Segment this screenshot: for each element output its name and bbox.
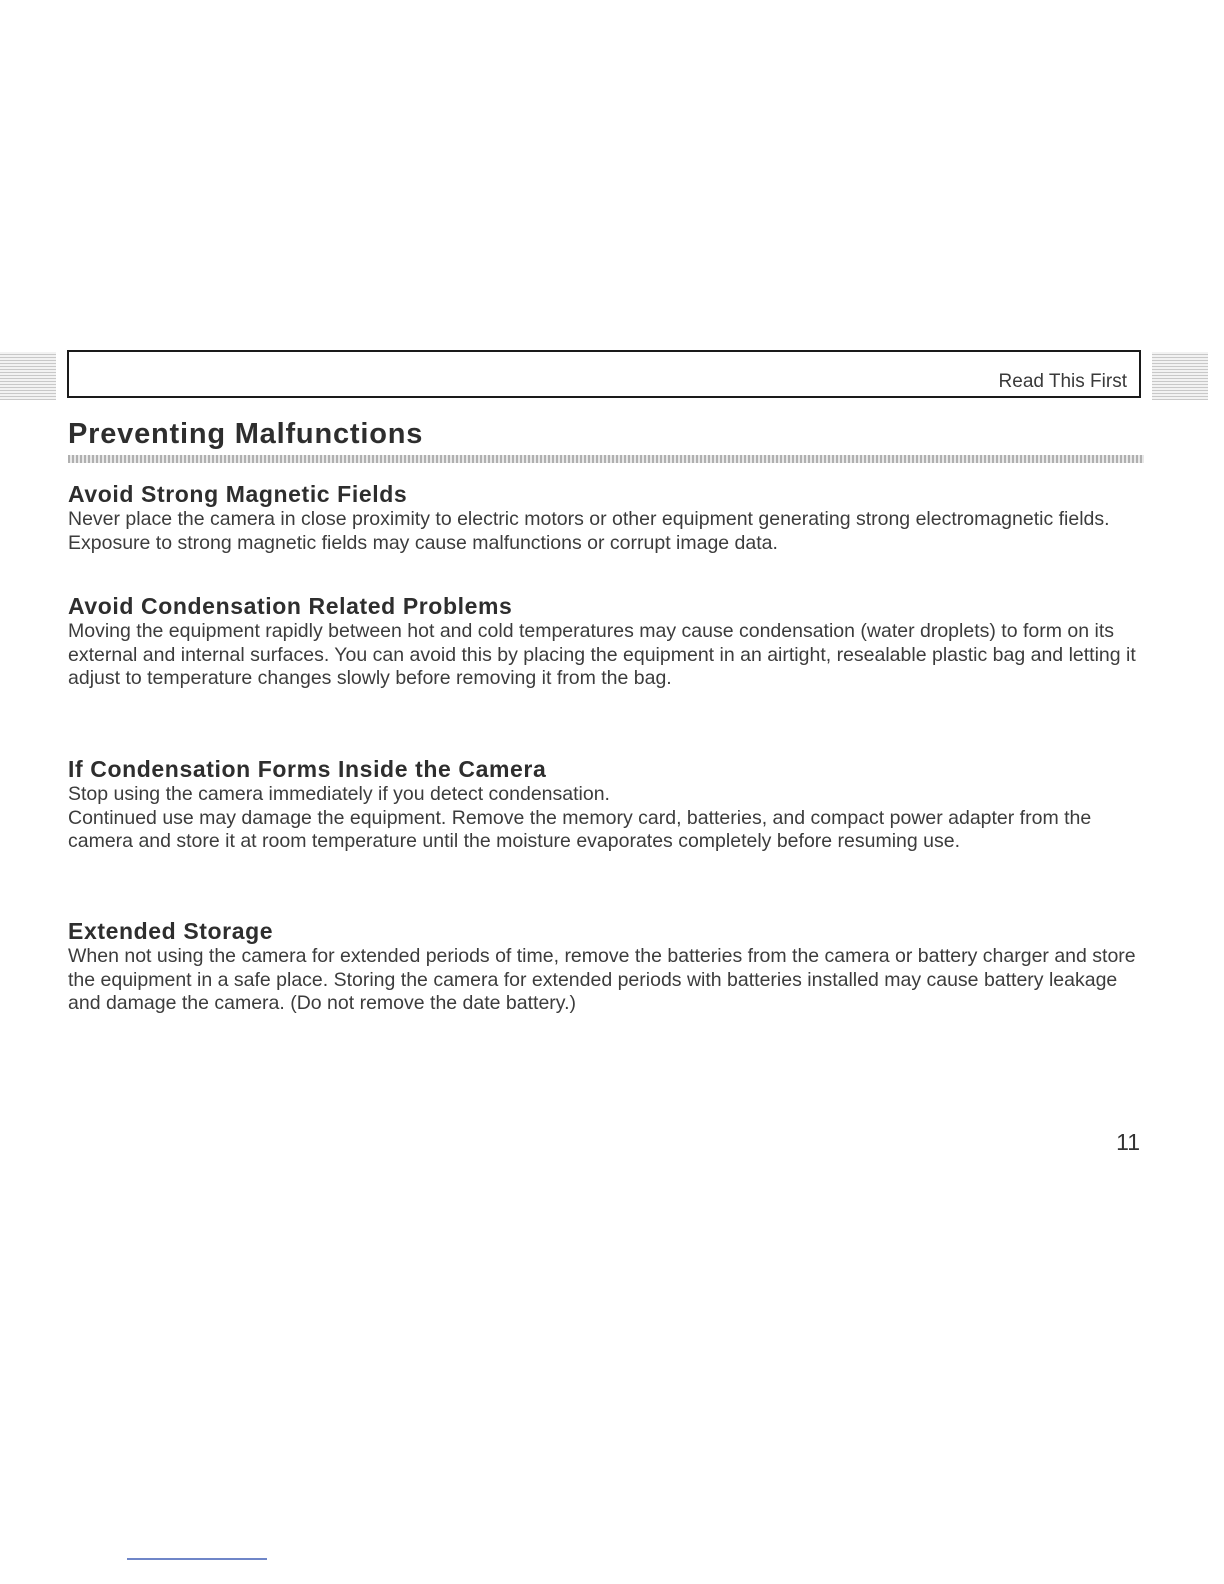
section-paragraph: Never place the camera in close proximity to electric motors or other equipment generating strong electromagnetic fields. Exposure to strong magnetic fields may cause malfunctions or corrupt image data. [68,508,1110,554]
section-paragraph: Continued use may damage the equipment. Remove the memory card, batteries, and compact power adapter from the camera and store it at room temperature until the moisture evaporates completely before resuming use. [68,806,1092,852]
page-title: Preventing Malfunctions [68,418,424,450]
section-magnetic-fields [68,481,1148,555]
section-condensation-problems [68,593,1148,691]
running-header [67,350,1141,398]
footer-rule [127,1558,267,1560]
section-label: Read This First [998,371,1127,392]
section-condensation-inside [68,756,1148,854]
section-heading: Avoid Condensation Related Problems [68,593,513,619]
section-heading: If Condensation Forms Inside the Camera [68,756,547,782]
right-edge-tab-marker [1152,352,1208,400]
section-paragraph: When not using the camera for extended periods of time, remove the batteries from the camera or battery charger and store the equipment in a safe place. Storing the camera for extended periods with batteries installed may cause battery leakage and damage the camera. (Do not remove the date battery.) [68,945,1136,1014]
page-number: 11 [1116,1129,1140,1155]
section-heading: Avoid Strong Magnetic Fields [68,481,408,507]
section-extended-storage [68,918,1148,1016]
title-divider [68,455,1144,463]
left-edge-tab-marker [0,352,56,400]
section-paragraph: Moving the equipment rapidly between hot and cold temperatures may cause condensation (water droplets) to form on its external and internal surfaces. You can avoid this by placing the equipment in an airtight, resealable plastic bag and letting it adjust to temperature changes slowly before removing it from the bag. [68,620,1136,689]
section-paragraph: Stop using the camera immediately if you detect condensation. [68,783,610,805]
section-heading: Extended Storage [68,918,274,944]
